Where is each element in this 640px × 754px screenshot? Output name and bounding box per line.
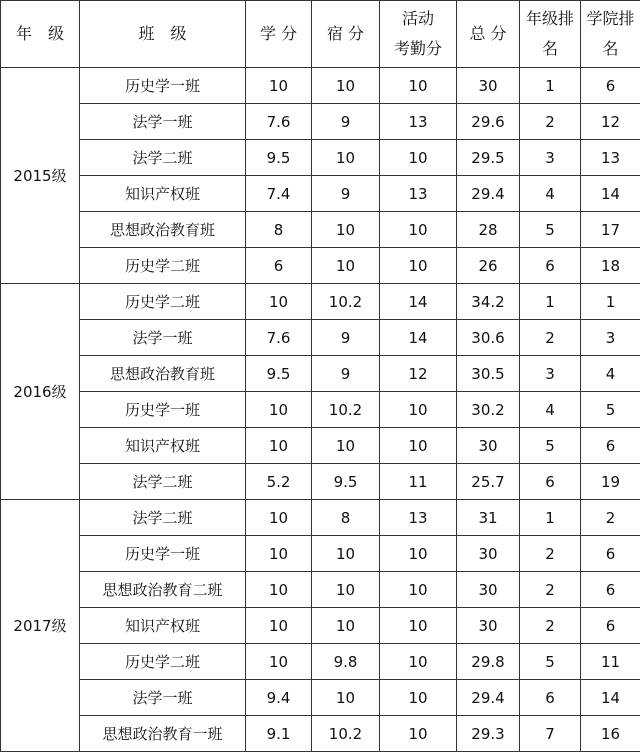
dorm-score-cell: 10 [312, 572, 380, 608]
header-grade-rank [520, 1, 581, 68]
table-row [1, 284, 640, 320]
grade-rank-cell: 5 [520, 212, 581, 248]
grade-rank-cell: 2 [520, 104, 581, 140]
study-score-cell: 10 [246, 68, 312, 104]
total-score-cell: 29.3 [457, 716, 520, 752]
college-rank-cell: 1 [581, 284, 640, 320]
grade-rank-cell: 1 [520, 68, 581, 104]
class-cell: 历史学二班 [80, 284, 246, 320]
study-score-cell: 9.5 [246, 140, 312, 176]
grade-rank-cell: 6 [520, 464, 581, 500]
header-college-rank-line2: 名 [602, 39, 619, 58]
college-rank-cell: 13 [581, 140, 640, 176]
dorm-score-cell: 8 [312, 500, 380, 536]
activity-score-cell: 10 [380, 608, 457, 644]
study-score-cell: 9.4 [246, 680, 312, 716]
class-cell: 法学一班 [80, 104, 246, 140]
college-rank-cell: 16 [581, 716, 640, 752]
table-row [1, 320, 640, 356]
total-score-cell: 30.2 [457, 392, 520, 428]
class-cell: 历史学二班 [80, 644, 246, 680]
dorm-score-cell: 10 [312, 212, 380, 248]
header-total-score: 总 分 [457, 1, 520, 68]
header-activity-line2: 考勤分 [393, 39, 442, 58]
grade-rank-cell: 7 [520, 716, 581, 752]
study-score-cell: 7.4 [246, 176, 312, 212]
table-row [1, 572, 640, 608]
grade-rank-cell: 2 [520, 608, 581, 644]
header-dorm-score: 宿 分 [312, 1, 380, 68]
total-score-cell: 34.2 [457, 284, 520, 320]
dorm-score-cell: 10 [312, 68, 380, 104]
study-score-cell: 10 [246, 428, 312, 464]
college-rank-cell: 11 [581, 644, 640, 680]
study-score-cell: 5.2 [246, 464, 312, 500]
table-row [1, 104, 640, 140]
header-college-rank [581, 1, 640, 68]
college-rank-cell: 6 [581, 572, 640, 608]
class-cell: 历史学一班 [80, 392, 246, 428]
study-score-cell: 10 [246, 284, 312, 320]
college-rank-cell: 6 [581, 68, 640, 104]
grade-cell: 2017级 [1, 500, 80, 752]
college-rank-cell: 14 [581, 680, 640, 716]
table-row [1, 68, 640, 104]
header-activity-line1: 活动 [401, 9, 434, 28]
class-cell: 历史学一班 [80, 536, 246, 572]
study-score-cell: 10 [246, 392, 312, 428]
header-grade-rank-line2: 名 [541, 39, 558, 58]
table-row [1, 500, 640, 536]
table-row [1, 716, 640, 752]
study-score-cell: 8 [246, 212, 312, 248]
dorm-score-cell: 9 [312, 356, 380, 392]
grade-rank-cell: 6 [520, 248, 581, 284]
grade-rank-cell: 1 [520, 284, 581, 320]
dorm-score-cell: 10.2 [312, 284, 380, 320]
header-grade: 年 级 [1, 1, 80, 68]
class-cell: 思想政治教育二班 [80, 572, 246, 608]
total-score-cell: 25.7 [457, 464, 520, 500]
table-row [1, 644, 640, 680]
table-body [1, 68, 640, 752]
class-cell: 法学一班 [80, 320, 246, 356]
grade-rank-cell: 6 [520, 680, 581, 716]
grade-rank-cell: 5 [520, 428, 581, 464]
study-score-cell: 10 [246, 608, 312, 644]
activity-score-cell: 10 [380, 68, 457, 104]
activity-score-cell: 12 [380, 356, 457, 392]
activity-score-cell: 14 [380, 320, 457, 356]
activity-score-cell: 10 [380, 248, 457, 284]
header-class: 班 级 [80, 1, 246, 68]
dorm-score-cell: 9 [312, 320, 380, 356]
study-score-cell: 6 [246, 248, 312, 284]
college-rank-cell: 14 [581, 176, 640, 212]
grade-rank-cell: 5 [520, 644, 581, 680]
dorm-score-cell: 9 [312, 176, 380, 212]
class-cell: 历史学一班 [80, 68, 246, 104]
study-score-cell: 9.1 [246, 716, 312, 752]
dorm-score-cell: 10.2 [312, 392, 380, 428]
header-study-score: 学 分 [246, 1, 312, 68]
dorm-score-cell: 10 [312, 248, 380, 284]
grade-rank-cell: 2 [520, 320, 581, 356]
activity-score-cell: 10 [380, 428, 457, 464]
grade-rank-cell: 4 [520, 392, 581, 428]
grade-rank-cell: 3 [520, 356, 581, 392]
activity-score-cell: 10 [380, 716, 457, 752]
total-score-cell: 26 [457, 248, 520, 284]
activity-score-cell: 14 [380, 284, 457, 320]
table-row [1, 392, 640, 428]
class-cell: 思想政治教育一班 [80, 716, 246, 752]
dorm-score-cell: 9.8 [312, 644, 380, 680]
total-score-cell: 29.6 [457, 104, 520, 140]
dorm-score-cell: 10 [312, 536, 380, 572]
class-cell: 法学二班 [80, 140, 246, 176]
total-score-cell: 31 [457, 500, 520, 536]
class-cell: 知识产权班 [80, 428, 246, 464]
total-score-cell: 30.5 [457, 356, 520, 392]
college-rank-cell: 3 [581, 320, 640, 356]
header-row [1, 1, 640, 68]
college-rank-cell: 4 [581, 356, 640, 392]
total-score-cell: 29.4 [457, 680, 520, 716]
total-score-cell: 30 [457, 536, 520, 572]
table-row [1, 212, 640, 248]
table-row [1, 140, 640, 176]
total-score-cell: 29.4 [457, 176, 520, 212]
study-score-cell: 10 [246, 644, 312, 680]
table-row [1, 176, 640, 212]
total-score-cell: 30 [457, 68, 520, 104]
grade-rank-cell: 2 [520, 572, 581, 608]
activity-score-cell: 13 [380, 500, 457, 536]
class-cell: 历史学二班 [80, 248, 246, 284]
table-row [1, 680, 640, 716]
study-score-cell: 10 [246, 572, 312, 608]
college-rank-cell: 17 [581, 212, 640, 248]
class-cell: 知识产权班 [80, 176, 246, 212]
study-score-cell: 9.5 [246, 356, 312, 392]
total-score-cell: 29.5 [457, 140, 520, 176]
dorm-score-cell: 10 [312, 140, 380, 176]
total-score-cell: 30.6 [457, 320, 520, 356]
dorm-score-cell: 10 [312, 428, 380, 464]
total-score-cell: 30 [457, 572, 520, 608]
class-cell: 知识产权班 [80, 608, 246, 644]
college-rank-cell: 6 [581, 428, 640, 464]
college-rank-cell: 2 [581, 500, 640, 536]
grade-rank-cell: 4 [520, 176, 581, 212]
dorm-score-cell: 9.5 [312, 464, 380, 500]
study-score-cell: 7.6 [246, 104, 312, 140]
class-cell: 法学二班 [80, 500, 246, 536]
dorm-score-cell: 9 [312, 104, 380, 140]
college-rank-cell: 5 [581, 392, 640, 428]
class-cell: 法学一班 [80, 680, 246, 716]
dorm-score-cell: 10 [312, 608, 380, 644]
college-rank-cell: 12 [581, 104, 640, 140]
class-cell: 思想政治教育班 [80, 356, 246, 392]
dorm-score-cell: 10.2 [312, 716, 380, 752]
table-row [1, 248, 640, 284]
total-score-cell: 30 [457, 428, 520, 464]
college-rank-cell: 6 [581, 536, 640, 572]
activity-score-cell: 13 [380, 104, 457, 140]
grade-rank-cell: 2 [520, 536, 581, 572]
total-score-cell: 30 [457, 608, 520, 644]
table-row [1, 464, 640, 500]
activity-score-cell: 11 [380, 464, 457, 500]
grade-rank-cell: 1 [520, 500, 581, 536]
header-grade-rank-line1: 年级排 [525, 9, 574, 28]
college-rank-cell: 18 [581, 248, 640, 284]
table-row [1, 356, 640, 392]
grade-cell: 2015级 [1, 68, 80, 284]
grade-cell: 2016级 [1, 284, 80, 500]
college-rank-cell: 19 [581, 464, 640, 500]
activity-score-cell: 10 [380, 212, 457, 248]
activity-score-cell: 13 [380, 176, 457, 212]
class-cell: 法学二班 [80, 464, 246, 500]
header-college-rank-line1: 学院排 [586, 9, 635, 28]
table-row [1, 608, 640, 644]
study-score-cell: 7.6 [246, 320, 312, 356]
study-score-cell: 10 [246, 500, 312, 536]
activity-score-cell: 10 [380, 392, 457, 428]
activity-score-cell: 10 [380, 644, 457, 680]
college-rank-cell: 6 [581, 608, 640, 644]
activity-score-cell: 10 [380, 680, 457, 716]
activity-score-cell: 10 [380, 536, 457, 572]
study-score-cell: 10 [246, 536, 312, 572]
total-score-cell: 28 [457, 212, 520, 248]
header-activity-score [380, 1, 457, 68]
table-row [1, 428, 640, 464]
grade-rank-cell: 3 [520, 140, 581, 176]
total-score-cell: 29.8 [457, 644, 520, 680]
dorm-score-cell: 10 [312, 680, 380, 716]
activity-score-cell: 10 [380, 140, 457, 176]
activity-score-cell: 10 [380, 572, 457, 608]
class-cell: 思想政治教育班 [80, 212, 246, 248]
table-row [1, 536, 640, 572]
